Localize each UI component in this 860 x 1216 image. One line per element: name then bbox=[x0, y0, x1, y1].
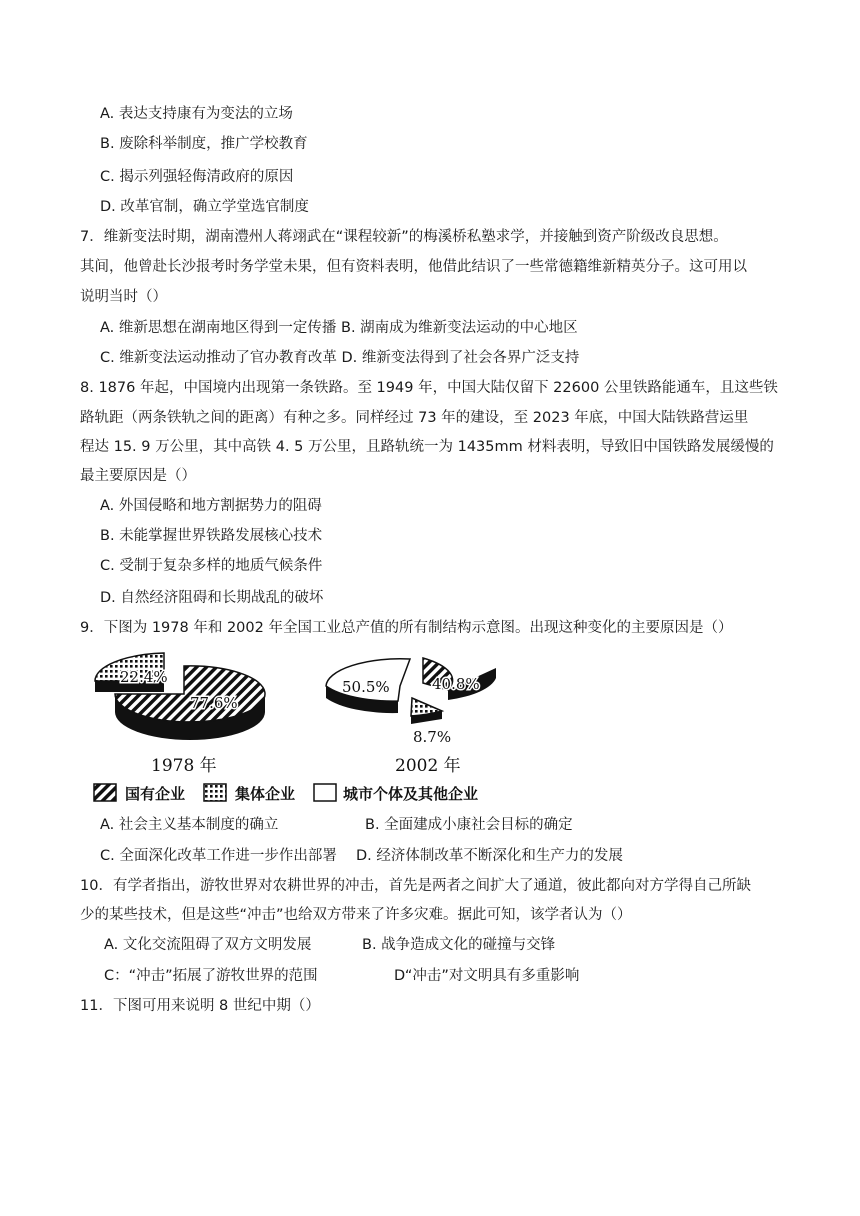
pie-2002-label-collective: 8.7% bbox=[413, 728, 452, 746]
pie-1978-title: 1978 年 bbox=[151, 756, 217, 776]
q11-stem: 11．下图可用来说明 8 世纪中期（） bbox=[80, 998, 320, 1014]
pie-2002 bbox=[326, 658, 496, 776]
q6-option-b: B. 废除科举制度，推广学校教育 bbox=[100, 136, 308, 152]
q9-option-d: D. 经济体制改革不断深化和生产力的发展 bbox=[356, 848, 623, 864]
q7-options-row-2: C. 维新变法运动推动了官办教育改革 D. 维新变法得到了社会各界广泛支持 bbox=[100, 350, 580, 366]
pie-1978-label-collective: 22.4% bbox=[120, 668, 168, 686]
ownership-pie-charts bbox=[0, 650, 860, 810]
q9-option-c: C. 全面深化改革工作进一步作出部署 bbox=[100, 848, 337, 864]
q8-option-c: C. 受制于复杂多样的地质气候条件 bbox=[100, 558, 323, 574]
q9-option-b: B. 全面建成小康社会目标的确定 bbox=[365, 817, 573, 833]
pie-2002-label-state: 40.8% bbox=[432, 675, 480, 693]
q10-option-a: A. 文化交流阻碍了双方文明发展 bbox=[104, 937, 312, 953]
q10-options-row-1 bbox=[104, 935, 555, 955]
legend-swatch-collective bbox=[204, 784, 226, 801]
pie-2002-title: 2002 年 bbox=[395, 756, 461, 776]
pie-1978 bbox=[95, 653, 265, 776]
q10-option-c: C：“冲击”拓展了游牧世界的范围 bbox=[104, 968, 318, 984]
q9-options-row-1 bbox=[100, 815, 573, 835]
q8-option-a: A. 外国侵略和地方割据势力的阻碍 bbox=[100, 498, 322, 514]
q7-stem-line-3: 说明当时（） bbox=[80, 289, 167, 305]
pie-2002-label-other: 50.5% bbox=[342, 678, 390, 696]
q10-stem-line-1: 10．有学者指出，游牧世界对农耕世界的冲击，首先是两者之间扩大了通道，彼此都向对方学得自己所缺 bbox=[80, 878, 751, 894]
q8-stem-line-3: 程达 15. 9 万公里，其中高铁 4. 5 万公里，且路轨统一为 1435mm 材料表明，导致旧中国铁路发展缓慢的 bbox=[80, 439, 774, 455]
legend-label-collective: 集体企业 bbox=[235, 785, 296, 803]
legend-label-other: 城市个体及其他企业 bbox=[343, 785, 479, 803]
legend-swatch-other bbox=[314, 784, 336, 801]
q6-option-a: A. 表达支持康有为变法的立场 bbox=[100, 106, 293, 122]
q8-stem-line-1: 8. 1876 年起，中国境内出现第一条铁路。至 1949 年，中国大陆仅留下 22600 公里铁路能通车，且这些铁 bbox=[80, 380, 778, 396]
q9-options-row-2 bbox=[100, 846, 623, 866]
q8-option-d: D. 自然经济阻碍和长期战乱的破坏 bbox=[100, 590, 324, 606]
q6-option-d: D. 改革官制，确立学堂选官制度 bbox=[100, 199, 309, 215]
q7-stem-line-1: 7．维新变法时期，湖南澧州人蒋翊武在“课程较新”的梅溪桥私塾求学，并接触到资产阶级改良思想。 bbox=[80, 229, 728, 245]
q10-options-row-2 bbox=[104, 966, 579, 986]
q7-options-row-1: A. 维新思想在湖南地区得到一定传播 B. 湖南成为维新变法运动的中心地区 bbox=[100, 320, 578, 336]
pie-legend bbox=[94, 784, 478, 803]
q7-stem-line-2: 其间，他曾赴长沙报考时务学堂未果，但有资料表明，他借此结识了一些常德籍维新精英分子。这可用以 bbox=[80, 259, 747, 275]
q8-stem-line-2: 路轨距（两条铁轨之间的距离）有种之多。同样经过 73 年的建设，至 2023 年底，中国大陆铁路营运里 bbox=[80, 410, 749, 426]
q8-stem-line-4: 最主要原因是（） bbox=[80, 468, 196, 484]
legend-label-state: 国有企业 bbox=[125, 785, 186, 803]
q9-option-a: A. 社会主义基本制度的确立 bbox=[100, 817, 279, 833]
q10-stem-line-2: 少的某些技术，但是这些“冲击”也给双方带来了许多灾难。据此可知，该学者认为（） bbox=[80, 907, 632, 923]
q8-option-b: B. 未能掌握世界铁路发展核心技术 bbox=[100, 528, 323, 544]
q10-option-d: D“冲击”对文明具有多重影响 bbox=[394, 968, 580, 984]
q10-option-b: B. 战争造成文化的碰撞与交锋 bbox=[362, 937, 556, 953]
q9-stem: 9．下图为 1978 年和 2002 年全国工业总产值的所有制结构示意图。出现这种变化的主要原因是（） bbox=[80, 620, 733, 636]
q6-option-c: C. 揭示列强轻侮清政府的原因 bbox=[100, 169, 294, 185]
pie-1978-label-state: 77.6% bbox=[190, 694, 238, 712]
legend-swatch-state bbox=[94, 784, 116, 801]
